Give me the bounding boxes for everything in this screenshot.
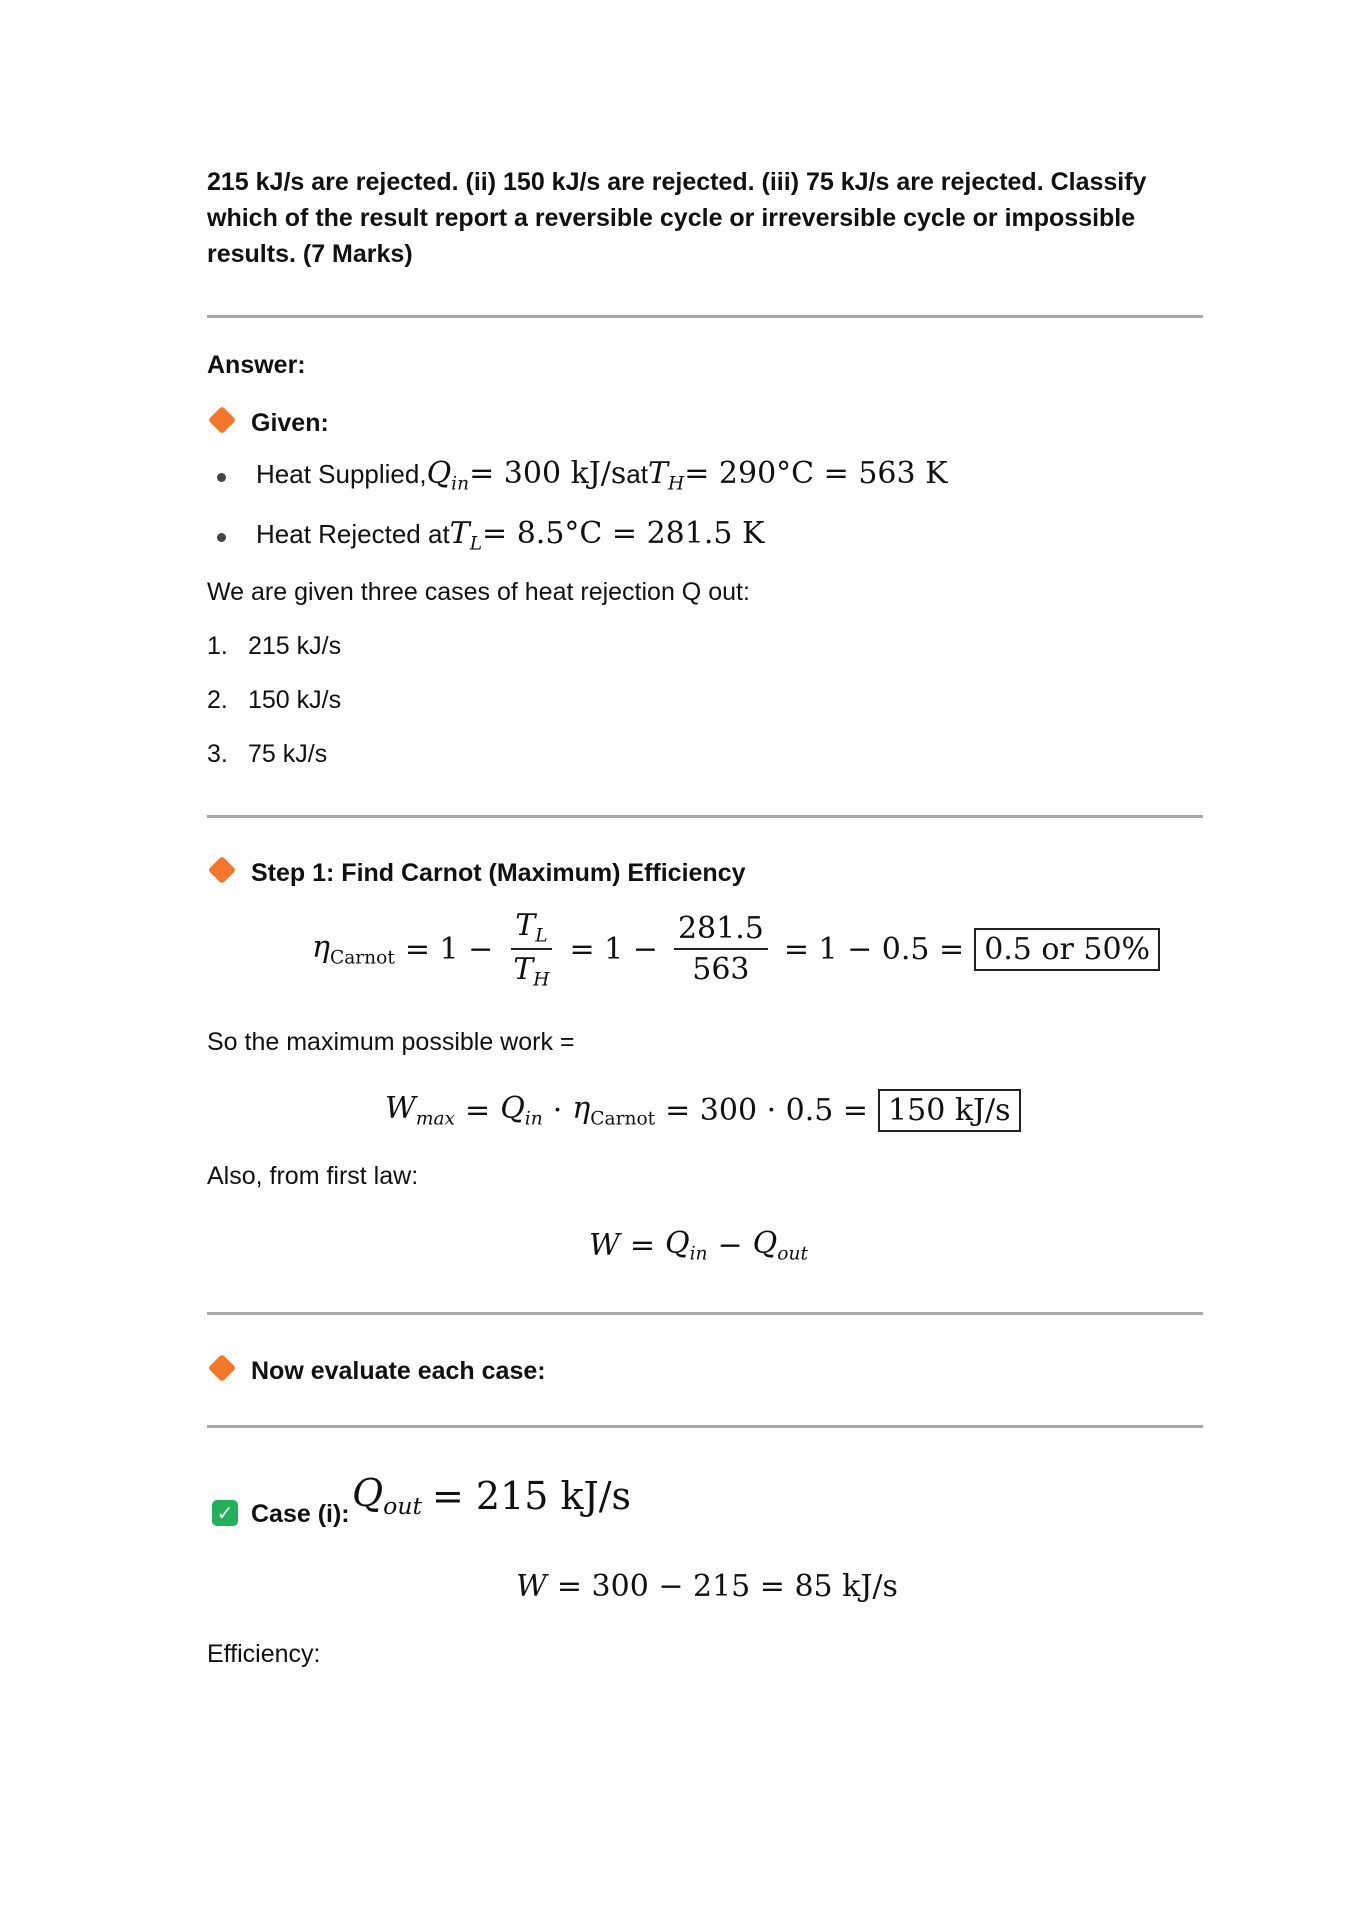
- orange-diamond-icon: [208, 856, 236, 884]
- t-l-value: = 8.5°C = 281.5 K: [482, 516, 765, 551]
- work-arithmetic: = 300 · 0.5 =: [665, 1092, 869, 1128]
- t-l-symbol: $T_L$: [449, 516, 483, 555]
- heat-supplied-value: = 300 kJ/s: [469, 456, 627, 491]
- first-law-text: Also, from first law:: [207, 1162, 419, 1190]
- first-law-equation: [589, 1220, 808, 1270]
- cases-intro: We are given three cases of heat rejection Q out:: [207, 578, 750, 606]
- given-item-label: Heat Rejected at: [256, 519, 450, 549]
- case1-work-equation: [516, 1560, 908, 1612]
- bullet-icon: [217, 533, 226, 542]
- w-symbol: W: [516, 1568, 547, 1604]
- eta-symbol: $\eta_{Carnot}$: [572, 1090, 656, 1130]
- equals: =: [629, 1227, 655, 1263]
- max-work-text: So the maximum possible work =: [207, 1028, 575, 1056]
- step1-heading: Step 1: Find Carnot (Maximum) Efficiency: [251, 859, 746, 887]
- list-number: 3.: [207, 740, 228, 768]
- max-work-equation: [385, 1082, 1021, 1138]
- efficiency-arithmetic: = 1 − 0.5 =: [783, 931, 965, 967]
- divider: [207, 815, 1203, 818]
- eta-symbol: $\eta_{Carnot}$: [312, 929, 395, 969]
- q-in-symbol: $Q_{in}$: [500, 1090, 543, 1130]
- evaluate-heading: Now evaluate each case:: [251, 1357, 546, 1385]
- given-item-heat-supplied: [256, 456, 948, 495]
- given-heading: Given:: [251, 409, 329, 437]
- at-text: at: [626, 459, 648, 489]
- t-h-value: = 290°C = 563 K: [684, 456, 948, 491]
- q-out-symbol: $Q_{out}$: [352, 1471, 422, 1521]
- list-number: 1.: [207, 632, 228, 660]
- check-box-icon: ✓: [212, 1500, 238, 1526]
- q-in-symbol: $Q_{in}$: [664, 1225, 708, 1265]
- q-out-symbol: $Q_{out}$: [752, 1225, 808, 1265]
- divider: [207, 1425, 1203, 1428]
- case1-qout-equation: [352, 1465, 641, 1527]
- orange-diamond-icon: [208, 406, 236, 434]
- orange-diamond-icon: [208, 1354, 236, 1382]
- question-text: 215 kJ/s are rejected. (ii) 150 kJ/s are rejected. (iii) 75 kJ/s are rejected. Classify which of the result report a reversible cycle or irreversible cycle or impossible results. (7 Marks): [207, 168, 1147, 268]
- case1-work-value: = 300 − 215 = 85 kJ/s: [556, 1568, 898, 1604]
- work-result-box: 150 kJ/s: [878, 1089, 1021, 1132]
- efficiency-label: Efficiency:: [207, 1640, 321, 1668]
- equals-one-minus: = 1 −: [404, 931, 494, 967]
- equals-one-minus: = 1 −: [569, 931, 658, 967]
- list-item: 215 kJ/s: [248, 632, 342, 660]
- dot-operator: ·: [552, 1092, 563, 1128]
- given-item-heat-rejected: [256, 516, 764, 555]
- w-max-symbol: $W_{max}$: [385, 1090, 456, 1130]
- tl-over-th-fraction: $\frac{T_L}{T_H}$: [509, 908, 553, 991]
- equals: =: [465, 1092, 491, 1128]
- given-item-label: Heat Supplied,: [256, 459, 427, 489]
- w-symbol: W: [589, 1227, 620, 1263]
- bullet-icon: [217, 473, 226, 482]
- q-in-symbol: $Q_{in}$: [426, 456, 470, 495]
- efficiency-result-box: 0.5 or 50%: [974, 928, 1160, 971]
- case1-label: Case (i):: [251, 1500, 350, 1528]
- list-number: 2.: [207, 686, 228, 714]
- carnot-efficiency-equation: [312, 908, 1160, 990]
- numeric-fraction: $\frac{281.5}{563}$: [674, 911, 768, 987]
- answer-label: Answer:: [207, 351, 306, 379]
- list-item: 150 kJ/s: [248, 686, 342, 714]
- t-h-symbol: $T_H$: [647, 456, 685, 495]
- minus: −: [717, 1227, 743, 1263]
- divider: [207, 315, 1203, 318]
- list-item: 75 kJ/s: [248, 740, 328, 768]
- case1-qout-value: = 215 kJ/s: [431, 1474, 632, 1518]
- divider: [207, 1312, 1203, 1315]
